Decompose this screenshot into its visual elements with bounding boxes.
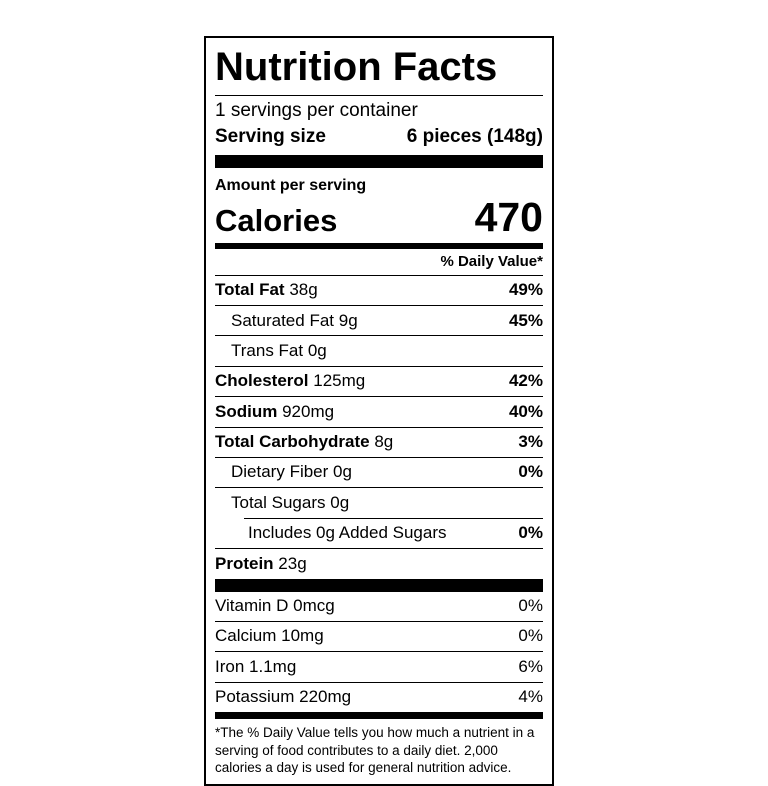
nutrient-section — [215, 275, 543, 579]
nutrient-amount: 125mg — [313, 371, 366, 391]
nutrient-dv: 0% — [518, 596, 543, 616]
nutrient-dv: 49% — [508, 280, 543, 300]
nutrient-amount: 8g — [374, 432, 394, 452]
divider-bar-footnote — [215, 712, 543, 719]
serving-size-value: 6 pieces (148g) — [406, 125, 543, 147]
nutrient-name: Cholesterol — [215, 371, 309, 391]
nutrient-row-trans-fat — [215, 335, 543, 365]
nutrient-name: Total Fat — [215, 280, 285, 300]
nutrient-dv: 4% — [518, 687, 543, 707]
nutrient-name: Trans Fat — [231, 340, 304, 360]
divider-bar-thick-top — [215, 155, 543, 168]
nutrient-row-total-fat — [215, 275, 543, 305]
nutrient-name: Dietary Fiber — [231, 462, 329, 482]
nutrient-name: Saturated Fat — [231, 310, 335, 330]
micronutrient-row-calcium — [215, 621, 543, 651]
nutrient-amount: 0g — [307, 340, 327, 360]
label-title: Nutrition Facts — [215, 43, 543, 96]
nutrient-name: Iron — [215, 656, 245, 676]
nutrient-row-sodium — [215, 396, 543, 426]
nutrient-row-dietary-fiber — [215, 457, 543, 487]
nutrient-dv: 40% — [508, 401, 543, 421]
nutrient-name: Calcium — [215, 626, 277, 646]
nutrient-dv: 0% — [518, 523, 543, 543]
amount-per-serving-label: Amount per serving — [215, 177, 367, 195]
nutrient-amount: 920mg — [282, 401, 335, 421]
footnote-text: *The % Daily Value tells you how much a nutrient in a serving of food contributes to a daily diet. 2,000 calories a day is used for general nutrition advice. — [215, 725, 535, 776]
nutrient-dv: 0% — [518, 626, 543, 646]
nutrient-row-total-carbohydrate — [215, 427, 543, 457]
nutrient-amount: 23g — [278, 553, 307, 573]
nutrient-name: Includes 0g Added Sugars — [248, 523, 447, 543]
nutrient-name: Sodium — [215, 401, 278, 421]
calories-row — [215, 193, 543, 243]
micronutrient-row-iron — [215, 651, 543, 681]
nutrient-dv: 42% — [508, 371, 543, 391]
nutrient-name: Total Sugars — [231, 492, 326, 512]
nutrient-amount: 38g — [289, 280, 318, 300]
serving-size-row — [215, 123, 543, 156]
nutrient-dv: 0% — [518, 462, 543, 482]
micronutrient-row-potassium — [215, 682, 543, 712]
nutrient-row-total-sugars — [215, 487, 543, 517]
nutrient-amount: 9g — [338, 310, 358, 330]
calories-value: 470 — [474, 193, 543, 240]
nutrient-amount: 10mg — [281, 626, 324, 646]
nutrient-row-cholesterol — [215, 366, 543, 396]
calories-label: Calories — [215, 202, 338, 238]
daily-value-header: % Daily Value* — [440, 252, 543, 270]
nutrient-amount: 0g — [333, 462, 352, 482]
nutrient-name: Potassium — [215, 687, 295, 707]
nutrient-row-added-sugars — [244, 518, 543, 548]
nutrient-dv: 6% — [518, 656, 543, 676]
nutrient-row-protein — [215, 548, 543, 578]
nutrient-name: Vitamin D — [215, 596, 289, 616]
nutrient-amount: 0mcg — [293, 596, 335, 616]
nutrient-name: Total Carbohydrate — [215, 432, 370, 452]
micronutrient-section — [215, 592, 543, 713]
serving-size-label: Serving size — [215, 125, 326, 147]
divider-bar-thick-bottom — [215, 579, 543, 592]
nutrient-row-saturated-fat — [215, 305, 543, 335]
nutrition-facts-label — [204, 36, 554, 786]
nutrient-amount: 0g — [330, 492, 350, 512]
nutrient-name: Protein — [215, 553, 274, 573]
nutrient-amount: 1.1mg — [249, 656, 297, 676]
nutrient-amount: 220mg — [299, 687, 352, 707]
nutrient-dv: 45% — [508, 310, 543, 330]
servings-per-container: 1 servings per container — [215, 99, 418, 121]
nutrient-dv: 3% — [518, 432, 543, 452]
micronutrient-row-vitamin-d — [215, 592, 543, 621]
